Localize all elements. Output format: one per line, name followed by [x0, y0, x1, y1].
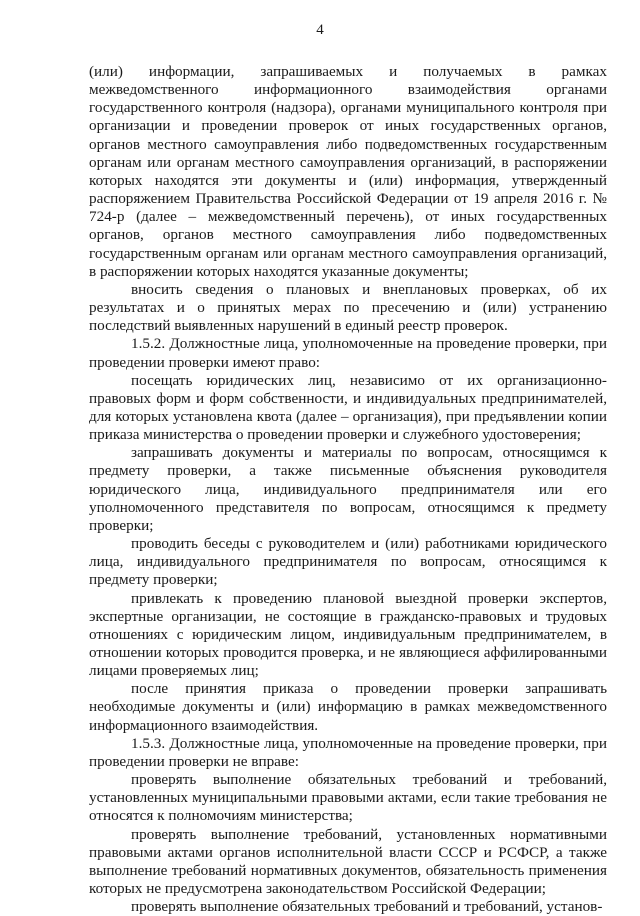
- page-number: 4: [316, 22, 324, 38]
- paragraph: (или) информации, запрашиваемых и получаемых в рамках межведомственного информационного взаимодействия органами государственного контроля (надзора), органами муниципального контроля при организации и проведении проверок от иных государственных органов, органов местного самоуправления либо подведомственных государственным органам или органам местного самоуправления организаций, в распоряжении которых находятся эти документы и (или) информация, утвержденный распоряжением Правительства Российской Федерации от 19 апреля 2016 г. № 724-р (далее – межведомственный перечень), от иных государственных органов, органов местного самоуправления либо подведомственных государственным органам или органам местного самоуправления организаций, в распоряжении которых находятся указанные документы;: [89, 63, 607, 280]
- paragraph: привлекать к проведению плановой выездной проверки экспертов, экспертные организации, не состоящие в гражданско-правовых и трудовых отношениях с юридическим лицом, индивидуальным предпринимателем, в отношении которых проводится проверка, и не являющиеся аффилированными лицами проверяемых лиц;: [89, 589, 607, 680]
- paragraph: посещать юридических лиц, независимо от их организационно-правовых форм и форм собственности, и индивидуальных предпринимателей, для которых установлена квота (далее – организация), при предъявлении копии приказа министерства о проведении проверки и служебного удостоверения;: [89, 371, 607, 444]
- paragraph: после принятия приказа о проведении проверки запрашивать необходимые документы и (или) информацию в рамках межведомственного информационного взаимодействия.: [89, 680, 607, 734]
- paragraph: проверять выполнение требований, установленных нормативными правовыми актами органов исполнительной власти СССР и РСФСР, а также выполнение требований нормативных документов, обязательность применения которых не предусмотрена законодательством Российской Федерации;: [89, 825, 607, 898]
- paragraph: 1.5.2. Должностные лица, уполномоченные на проведение проверки, при проведении проверки имеют право:: [89, 335, 607, 371]
- paragraph: проверять выполнение обязательных требований и требований, установ-: [131, 898, 603, 916]
- paragraph: запрашивать документы и материалы по вопросам, относящимся к предмету проверки, а также письменные объяснения руководителя юридического лица, индивидуального предпринимателя или его уполномоченного представителя по вопросам, относящимся к предмету проверки;: [89, 444, 607, 534]
- paragraph: вносить сведения о плановых и внеплановых проверках, об их результатах и о принятых мерах по пресечению и (или) устранению последствий выявленных нарушений в единый реестр проверок.: [89, 280, 607, 335]
- paragraph: проверять выполнение обязательных требований и требований, установленных муниципальными правовыми актами, если такие требования не относятся к полномочиям министерства;: [89, 771, 607, 825]
- body-text: [89, 63, 607, 916]
- paragraph: проводить беседы с руководителем и (или) работниками юридического лица, индивидуального предпринимателя по вопросам, относящимся к предмету проверки;: [89, 535, 607, 589]
- paragraph: 1.5.3. Должностные лица, уполномоченные на проведение проверки, при проведении проверки не вправе:: [89, 734, 607, 770]
